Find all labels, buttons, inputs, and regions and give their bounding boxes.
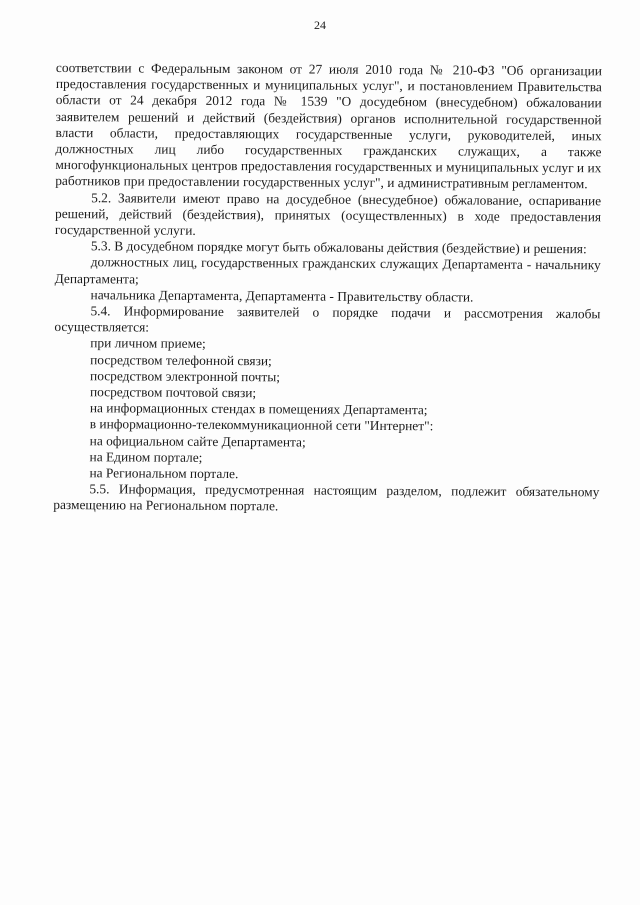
list-item: в информационно-телекоммуникационной сети "Интернет": — [89, 416, 434, 434]
paragraph-5-3: 5.3. В досудебном порядке могут быть обжалованы действия (бездействие) и решения: — [90, 238, 587, 257]
list-item: при личном приеме; — [90, 335, 206, 352]
list-item: посредством почтовой связи; — [89, 384, 257, 401]
list-item: посредством электронной почты; — [90, 368, 281, 385]
list-item-officials: должностных лиц, государственных гражданских служащих Департамента - начальнику Департамента; — [54, 254, 601, 287]
document-body — [53, 60, 602, 517]
list-item: посредством телефонной связи; — [90, 351, 272, 368]
list-item: на Едином портале; — [89, 449, 203, 465]
paragraph-5-4: 5.4. Информирование заявителей о порядке подачи и рассмотрения жалобы осуществляется: — [54, 303, 601, 335]
list-item-head: начальника Департамента, Департамента - Правительству области. — [90, 287, 474, 305]
paragraph-5-2: 5.2. Заявители имеют право на досудебное (внесудебное) обжалование, оспаривание решений, действий (бездействия), принятых (осуществленных) в ходе предоставления государственной услуги. — [54, 189, 602, 238]
page-number: 24 — [314, 18, 326, 32]
list-item: на информационных стендах в помещениях Департамента; — [89, 400, 428, 418]
paragraph-5-5: 5.5. Информация, предусмотренная настоящим разделом, подлежит обязательному размещению на Региональном портале. — [53, 481, 600, 514]
list-item: на официальном сайте Департамента; — [89, 432, 306, 450]
paragraph-continuation: соответствии с Федеральным законом от 27 июля 2010 года № 210-ФЗ "Об организации предоставления государственных и муниципальных услуг", и постановлением Правительства области от 24 декабря 2012 года № 1539 "О досудебном (внесудебном) обжаловании заявителем решений и действий (бездействия) органов исполнительной государственной власти области, предоставляющих государственные услуги, руководителей, иных должностных лиц либо государственных гражданских служащих, а также многофункциональных центров предоставления государственных и муниципальных услуг и их работников при предоставлении государственных услуг", и административным регламентом. — [55, 60, 602, 192]
list-item: на Региональном портале. — [89, 465, 239, 482]
